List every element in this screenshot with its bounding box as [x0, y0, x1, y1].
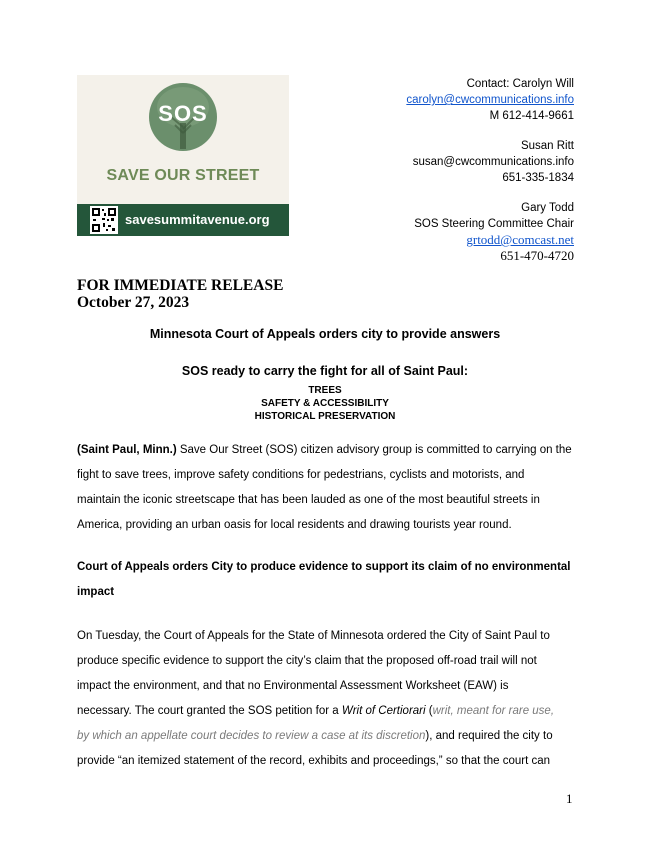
- contact-phone-gary: 651-470-4720: [500, 248, 574, 263]
- release-label: FOR IMMEDIATE RELEASE: [77, 277, 284, 294]
- section-heading: [77, 555, 582, 605]
- release-block: [77, 277, 283, 311]
- qr-code-icon: [90, 206, 118, 234]
- paragraph-intro: [77, 438, 582, 538]
- writ-definition: writ, meant for rare use,: [432, 705, 555, 717]
- contact-email-gary[interactable]: grtodd@comcast.net: [466, 232, 574, 247]
- logo-bar: [77, 204, 289, 236]
- logo-name: SAVE OUR STREET: [106, 167, 260, 184]
- contact-phone-susan: 651-335-1834: [502, 172, 574, 184]
- logo-sos-text: SOS: [158, 101, 208, 126]
- para-line: provide “an itemized statement of the record, exhibits and proceedings,” so that the court can: [77, 755, 551, 767]
- para-line: necessary. The court granted the SOS petition for a: [77, 705, 342, 717]
- contact-email-susan: susan@cwcommunications.info: [412, 156, 574, 168]
- para-line: produce specific evidence to support the city’s claim that the proposed off-road trail will not: [77, 655, 537, 667]
- writ-definition-cont: by which an appellate court decides to review a case at its discretion: [77, 730, 426, 742]
- para-line: maintain the iconic streetscape that has been lauded as one of the most beautiful streets in: [77, 494, 540, 506]
- topic-trees: TREES: [308, 385, 342, 396]
- contact-title-gary: SOS Steering Committee Chair: [414, 218, 574, 230]
- para-line: America, providing an urban oasis for local residents and drawing tourists year round.: [77, 519, 512, 531]
- page-number: 1: [566, 791, 573, 806]
- logo-circle: [149, 83, 217, 151]
- contact-email-carolyn[interactable]: carolyn@cwcommunications.info: [406, 94, 574, 106]
- contact-phone-carolyn: M 612-414-9661: [489, 110, 574, 122]
- logo-url: savesummitavenue.org: [125, 212, 270, 227]
- heading-line: Court of Appeals orders City to produce evidence to support its claim of no environmental: [77, 561, 571, 573]
- release-date: October 27, 2023: [77, 294, 190, 311]
- para-line: Save Our Street (SOS) citizen advisory group is committed to carrying on the: [176, 444, 572, 456]
- paren: (: [425, 705, 433, 717]
- contact-name-gary: Gary Todd: [521, 202, 574, 214]
- heading-line: impact: [77, 586, 115, 598]
- topic-safety: SAFETY & ACCESSIBILITY: [261, 398, 389, 409]
- subheadline: SOS ready to carry the fight for all of Saint Paul:: [181, 364, 469, 378]
- contact-name-susan: Susan Ritt: [520, 140, 574, 152]
- para-line: impact the environment, and that no Environmental Assessment Worksheet (EAW) is: [77, 680, 509, 692]
- para-line: fight to save trees, improve safety conditions for pedestrians, cyclists and motorists, and: [77, 469, 525, 481]
- headline: Minnesota Court of Appeals orders city to provide answers: [149, 327, 501, 341]
- sos-logo: [77, 75, 289, 236]
- writ-term: Writ of Certiorari: [341, 705, 426, 717]
- dateline: (Saint Paul, Minn.): [77, 444, 177, 456]
- topic-preservation: HISTORICAL PRESERVATION: [254, 411, 396, 422]
- paragraph-court: [77, 624, 582, 774]
- para-line: On Tuesday, the Court of Appeals for the State of Minnesota ordered the City of Saint Paul to: [77, 630, 550, 642]
- para-line: ), and required the city to: [425, 730, 553, 742]
- contact-line: Contact: Carolyn Will: [466, 78, 574, 90]
- contact-block: [406, 76, 574, 264]
